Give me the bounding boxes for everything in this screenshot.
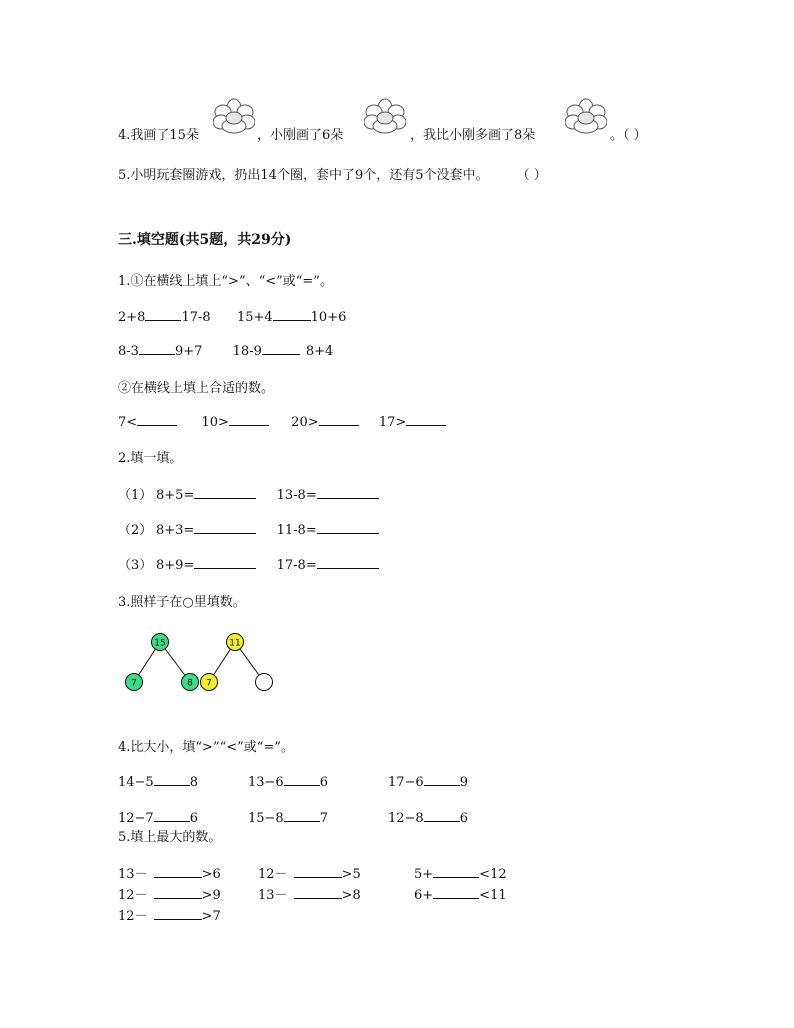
p2-intro: 2.填一填。	[118, 451, 183, 466]
flower-icon	[213, 96, 255, 136]
answer-blank[interactable]	[294, 865, 342, 878]
q4-answer-paren[interactable]: 。（ ）	[610, 128, 647, 143]
answer-blank[interactable]	[154, 907, 202, 920]
p5-intro: 5.填上最大的数。	[118, 830, 222, 845]
answer-blank[interactable]	[273, 308, 311, 321]
expr: 13−6	[248, 775, 284, 790]
p5-row3	[118, 905, 221, 924]
expr: 17−6	[388, 775, 424, 790]
expr: 20>	[291, 415, 319, 430]
expr: 13－	[258, 888, 288, 903]
expr: 6+	[414, 888, 434, 903]
flower-icon	[364, 96, 406, 136]
answer-blank[interactable]	[194, 556, 256, 569]
answer-blank[interactable]	[154, 865, 202, 878]
expr: 13－	[118, 867, 148, 882]
answer-blank[interactable]	[145, 308, 181, 321]
expr: 8	[189, 775, 198, 790]
bond-number-left-1: 7	[131, 678, 137, 689]
greater-sign: >	[341, 888, 353, 903]
q5-answer-paren[interactable]: （ ）	[516, 168, 547, 183]
answer-blank[interactable]	[284, 773, 320, 786]
expr: 7<	[118, 415, 138, 430]
expr: 18-9	[232, 344, 262, 359]
q4-part1: 4.我画了15朵	[118, 128, 199, 143]
expr: 5+	[414, 867, 434, 882]
expr: 12	[490, 867, 507, 882]
bond-number-right-1: 8	[187, 678, 193, 689]
expr: 10>	[201, 415, 229, 430]
q4-part3: ，我比小刚多画了8朵	[410, 128, 536, 143]
expr: 17>	[378, 415, 407, 430]
answer-blank[interactable]	[137, 413, 177, 426]
greater-sign: >	[201, 909, 213, 924]
row-label: （3）	[118, 558, 153, 573]
expr: 7	[212, 909, 221, 924]
answer-blank[interactable]	[433, 886, 479, 899]
p2-row-2	[118, 519, 379, 538]
p5-row2	[118, 884, 507, 903]
answer-blank[interactable]	[424, 773, 460, 786]
p1-row1	[118, 308, 346, 325]
expr: 6	[189, 811, 198, 826]
flower-icon	[565, 96, 607, 136]
expr: 8+4	[305, 344, 334, 359]
expr: 12－	[118, 909, 148, 924]
expr: 11-8=	[276, 523, 317, 538]
p3-intro: 3.照样子在○里填数。	[118, 595, 246, 610]
answer-blank[interactable]	[229, 413, 269, 426]
expr: 9+7	[174, 344, 203, 359]
answer-blank[interactable]	[154, 886, 202, 899]
p2-row-1	[118, 484, 379, 503]
answer-blank[interactable]	[424, 809, 460, 822]
expr: 15−8	[248, 811, 284, 826]
answer-blank[interactable]	[319, 413, 359, 426]
expr: 7	[319, 811, 328, 826]
answer-blank[interactable]	[139, 342, 175, 355]
answer-blank[interactable]	[194, 486, 256, 499]
answer-blank[interactable]	[317, 521, 379, 534]
bond-circle-answer[interactable]	[256, 674, 273, 691]
expr: 15+4	[236, 310, 273, 325]
expr: 17-8=	[276, 558, 317, 573]
bond-number-top-1: 15	[154, 638, 166, 649]
question-4	[118, 124, 199, 143]
expr: 12－	[118, 888, 148, 903]
bond-number-left-2: 7	[206, 678, 212, 689]
expr: 6	[212, 867, 221, 882]
answer-blank[interactable]	[317, 486, 379, 499]
p4-intro: 4.比大小，填“>”“<”或“=”。	[118, 740, 294, 755]
expr: 8-3	[118, 344, 139, 359]
answer-blank[interactable]	[194, 521, 256, 534]
expr: 5	[352, 867, 361, 882]
p1-row2	[118, 342, 333, 359]
p5-row1	[118, 863, 507, 882]
q4-part2: ，小刚画了6朵	[257, 128, 344, 143]
answer-blank[interactable]	[154, 773, 190, 786]
expr: 11	[490, 888, 507, 903]
answer-blank[interactable]	[294, 886, 342, 899]
p4-row2	[118, 809, 468, 826]
p1-row3	[118, 413, 446, 430]
answer-blank[interactable]	[284, 809, 320, 822]
greater-sign: >	[201, 867, 213, 882]
expr: 6	[319, 775, 328, 790]
number-bond-diagram	[120, 630, 280, 700]
bond-number-top-2: 11	[229, 638, 241, 649]
expr: 8+3=	[156, 523, 195, 538]
less-sign: <	[479, 888, 491, 903]
p2-row-3	[118, 554, 379, 573]
expr: 2+8	[118, 310, 146, 325]
greater-sign: >	[341, 867, 353, 882]
less-sign: <	[479, 867, 491, 882]
q5-text: 5.小明玩套圈游戏，扔出14个圈，套中了9个，还有5个没套中。	[118, 168, 489, 183]
expr: 12－	[258, 867, 288, 882]
expr: 14−5	[118, 775, 154, 790]
expr: 8+9=	[156, 558, 195, 573]
answer-blank[interactable]	[317, 556, 379, 569]
section-title-text: 三.填空题(共5题，共29分)	[118, 232, 292, 248]
question-5	[118, 164, 547, 183]
p1-intro: 1.①在横线上填上“>”、“<”或“=”。	[118, 274, 333, 289]
expr: 9	[212, 888, 221, 903]
answer-blank[interactable]	[433, 865, 479, 878]
expr: 17-8	[181, 310, 211, 325]
p1-intro2: ②在横线上填上合适的数。	[118, 381, 275, 396]
expr: 13-8=	[276, 488, 317, 503]
answer-blank[interactable]	[262, 342, 300, 355]
expr: 12−7	[118, 811, 154, 826]
expr: 8	[352, 888, 361, 903]
expr: 6	[459, 811, 468, 826]
expr: 9	[459, 775, 468, 790]
section-title	[118, 229, 291, 249]
expr: 8+5=	[156, 488, 195, 503]
answer-blank[interactable]	[154, 809, 190, 822]
greater-sign: >	[201, 888, 213, 903]
p4-row1	[118, 773, 468, 790]
row-label: （1）	[118, 488, 153, 503]
expr: 12−8	[388, 811, 424, 826]
expr: 10+6	[310, 310, 347, 325]
row-label: （2）	[118, 523, 153, 538]
answer-blank[interactable]	[406, 413, 446, 426]
